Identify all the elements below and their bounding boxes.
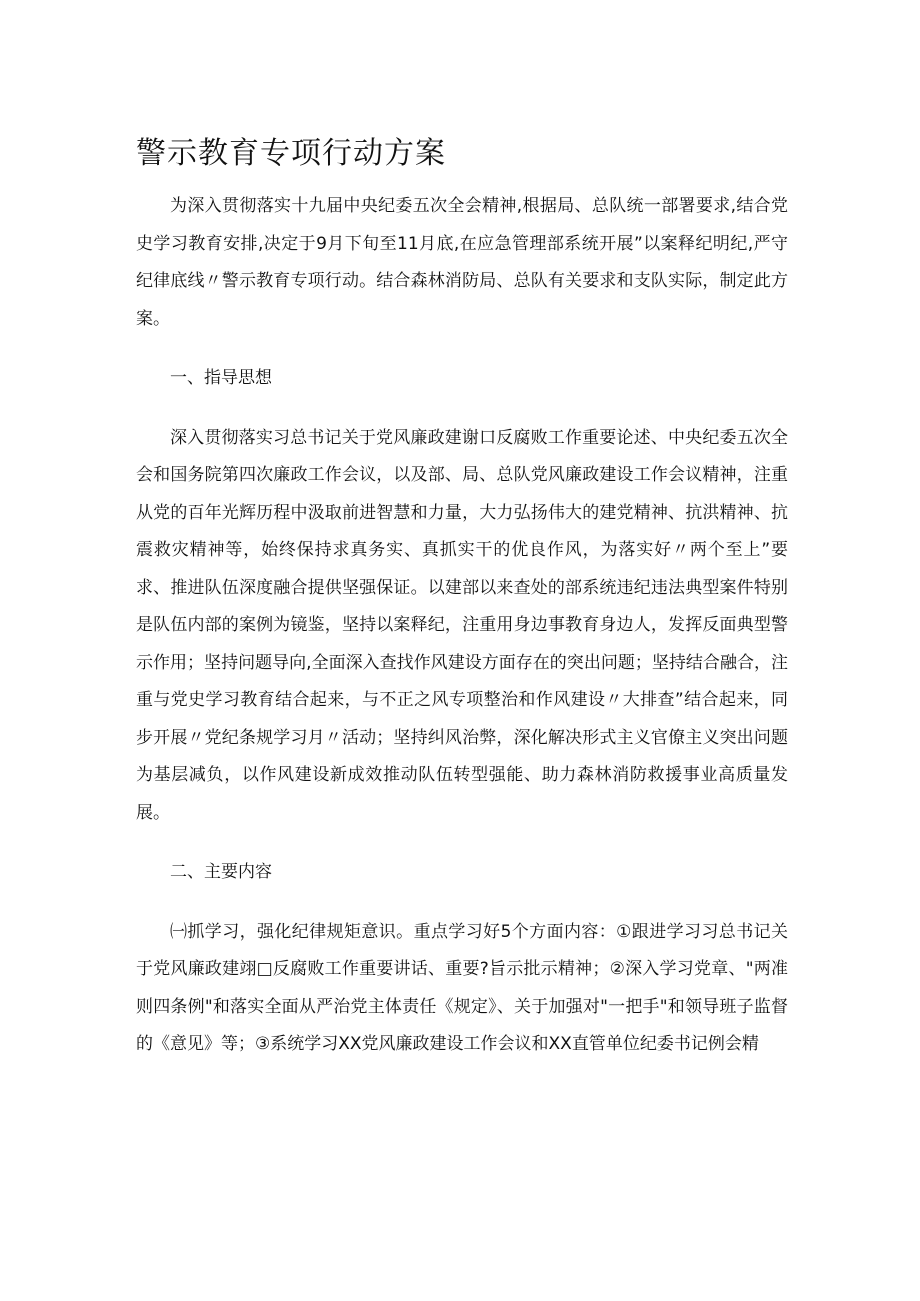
guiding-ideology-paragraph: 深入贯彻落实习总书记关于党风廉政建谢口反腐败工作重要论述、中央纪委五次全会和国务院第四次廉政工作会议，以及部、局、总队党风廉政建设工作会议精神，注重从党的百年光辉历程中汲取前进智慧和力量，大力弘扬伟大的建党精神、抗洪精神、抗震救灾精神等，始终保持求真务实、真抓实干的优良作风，为落实好〃两个至上”要求、推进队伍深度融合提供坚强保证。以建部以来查处的部系统违纪违法典型案件特别是队伍内部的案例为镜鉴，坚持以案释纪，注重用身边事教育身边人，发挥反面典型警示作用；坚持问题导向,全面深入查找作风建设方面存在的突出问题；坚持结合融合，注重与党史学习教育结合起来，与不正之风专项整治和作风建设〃大排查”结合起来，同步开展〃党纪条规学习月〃活动；坚持纠风治弊，深化解决形式主义官僚主义突出问题为基层减负，以作风建设新成效推动队伍转型强能、助力森林消防救援事业高质量发展。 (136, 427, 788, 823)
section-heading-guiding-ideology: 一、指导思想 (170, 368, 272, 388)
document-body (136, 188, 788, 1086)
document-title: 警示教育专项行动方案 (136, 136, 446, 171)
intro-paragraph: 为深入贯彻落实十九届中央纪委五次全会精神,根据局、总队统一部署要求,结合党史学习教育安排,决定于9月下旬至11月底,在应急管理部系统开展”以案释纪明纪,严守纪律底线〃警示教育专项行动。结合森林消防局、总队有关要求和支队实际，制定此方案。 (136, 196, 788, 329)
section-heading-main-content: 二、主要内容 (170, 862, 272, 882)
main-content-paragraph: ㈠抓学习，强化纪律规矩意识。重点学习好5个方面内容：①跟进学习习总书记关于党风廉政建翊□反腐败工作重要讲话、重要?旨示批示精神；②深入学习党章、"两准则四条例"和落实全面从严治党主体责任《规定》、关于加强对"一把手"和领导班子监督的《意见》等；③系统学习XX党风廉政建设工作会议和XX直管单位纪委书记例会精 (136, 921, 788, 1054)
